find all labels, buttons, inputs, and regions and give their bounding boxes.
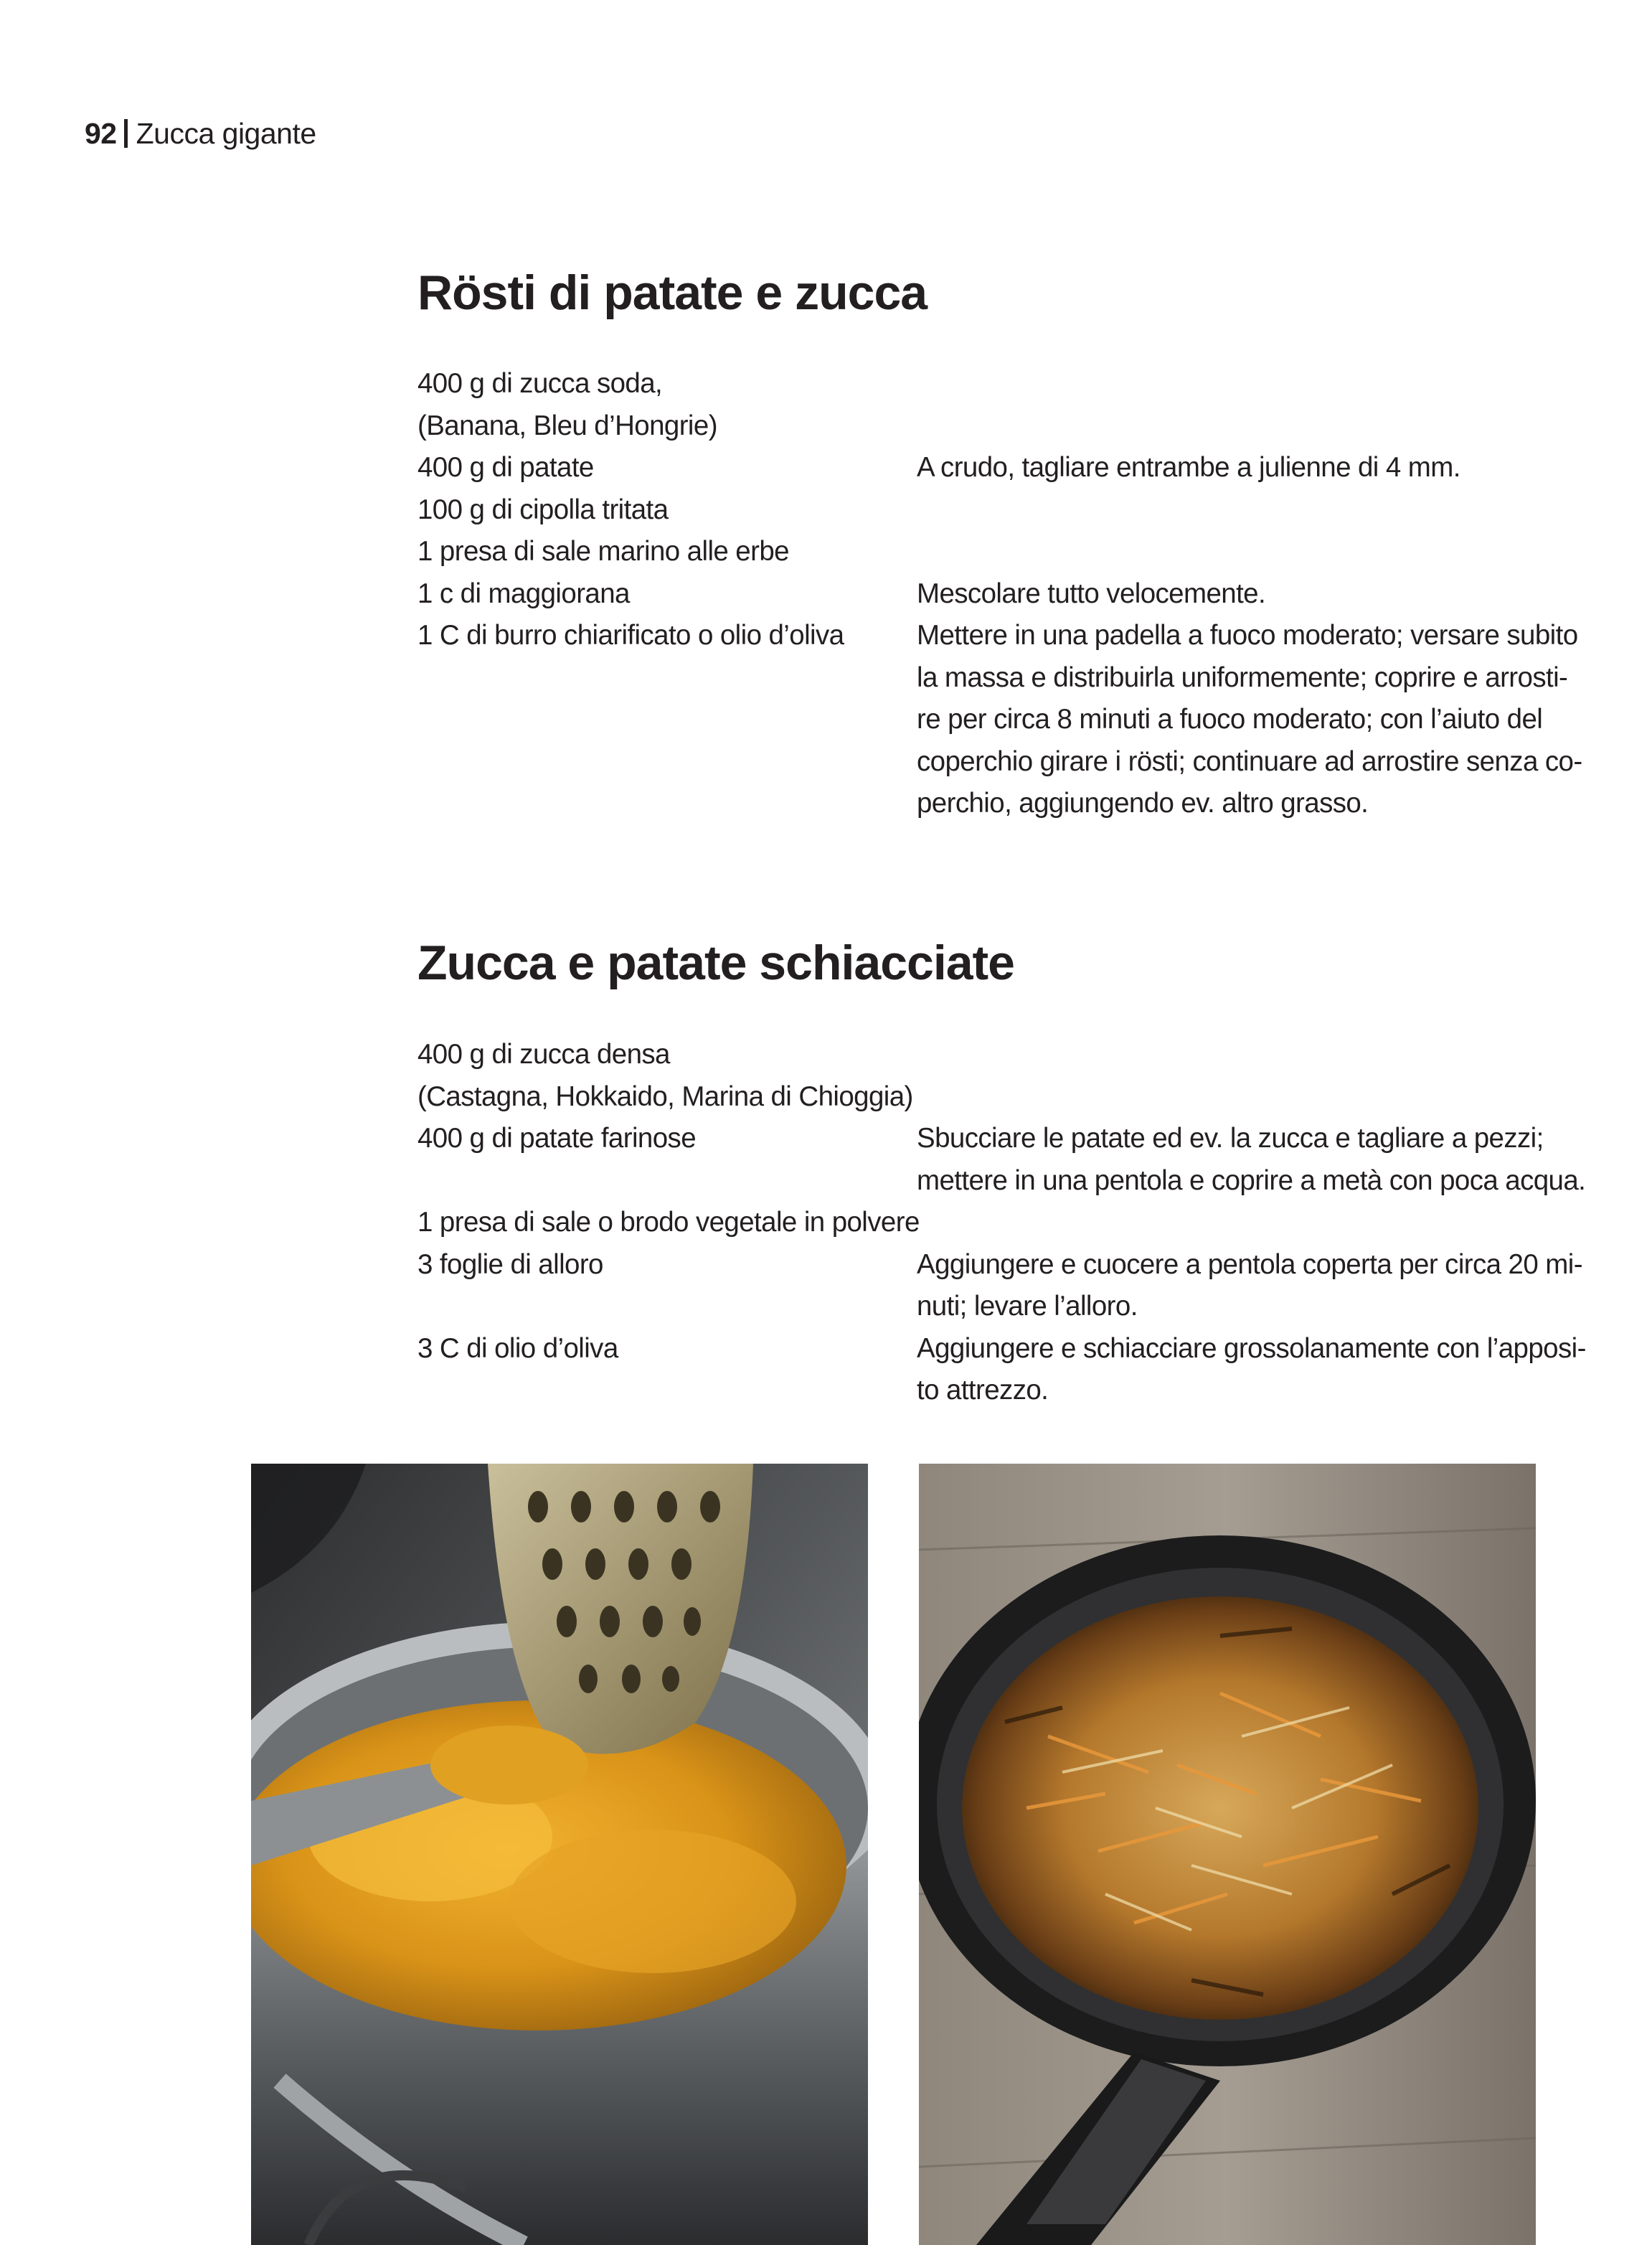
ingredient-line: 3 foglie di alloro (417, 1248, 603, 1280)
recipe1-ingredients (417, 363, 844, 657)
ingredient-line: 3 C di olio d’oliva (417, 1332, 618, 1364)
running-header (85, 115, 316, 152)
step-line: Sbucciare le patate ed ev. la zucca e tagliare a pezzi; (917, 1123, 1544, 1154)
step-line: Aggiungere e cuocere a pentola coperta per circa 20 mi- (917, 1248, 1582, 1280)
step-line: Aggiungere e schiacciare grossolanamente con l’apposi- (917, 1332, 1586, 1364)
photo-mashed-pumpkin (251, 1464, 868, 2245)
ingredient-line: 400 g di zucca soda, (417, 368, 663, 399)
recipe1-title: Rösti di patate e zucca (417, 265, 928, 320)
step-line: A crudo, tagliare entrambe a julienne di 4 mm. (917, 452, 1460, 483)
ingredient-line: (Castagna, Hokkaido, Marina di Chioggia) (417, 1081, 913, 1112)
recipe2-title: Zucca e patate schiacciate (417, 936, 1015, 990)
ingredient-line: (Banana, Bleu d’Hongrie) (417, 410, 717, 441)
mashed-pumpkin-illustration (251, 1464, 868, 2245)
rosti-illustration (919, 1464, 1536, 2245)
step-line: perchio, aggiungendo ev. altro grasso. (917, 788, 1369, 819)
step-line: coperchio girare i rösti; continuare ad arrostire senza co- (917, 745, 1582, 777)
ingredient-line: 400 g di patate (417, 452, 594, 483)
step-line: nuti; levare l’alloro. (917, 1291, 1138, 1322)
step-line: to attrezzo. (917, 1375, 1049, 1406)
chapter-title: Zucca gigante (136, 117, 316, 150)
photo-rosti-pan (919, 1464, 1536, 2245)
step-line: Mettere in una padella a fuoco moderato; versare subito (917, 620, 1578, 651)
step-line: mettere in una pentola e coprire a metà con poca acqua. (917, 1164, 1586, 1196)
step-line: la massa e distribuirla uniformemente; coprire e arrosti- (917, 662, 1568, 693)
step-line: Mescolare tutto velocemente. (917, 578, 1266, 609)
ingredient-line: 100 g di cipolla tritata (417, 494, 669, 525)
ingredient-line: 1 C di burro chiarificato o olio d’oliva (417, 620, 844, 651)
ingredient-line: 1 c di maggiorana (417, 578, 630, 609)
ingredient-line: 400 g di zucca densa (417, 1039, 670, 1070)
step-line: re per circa 8 minuti a fuoco moderato; con l’aiuto del (917, 704, 1543, 735)
recipe1-steps (917, 363, 1582, 825)
recipe2-ingredients (417, 1034, 920, 1370)
ingredient-line: 1 presa di sale o brodo vegetale in polvere (417, 1207, 920, 1238)
recipe2-steps (917, 1034, 1586, 1412)
header-divider (124, 119, 128, 148)
ingredient-line: 400 g di patate farinose (417, 1123, 697, 1154)
ingredient-line: 1 presa di sale marino alle erbe (417, 536, 789, 567)
page-number: 92 (85, 117, 117, 150)
